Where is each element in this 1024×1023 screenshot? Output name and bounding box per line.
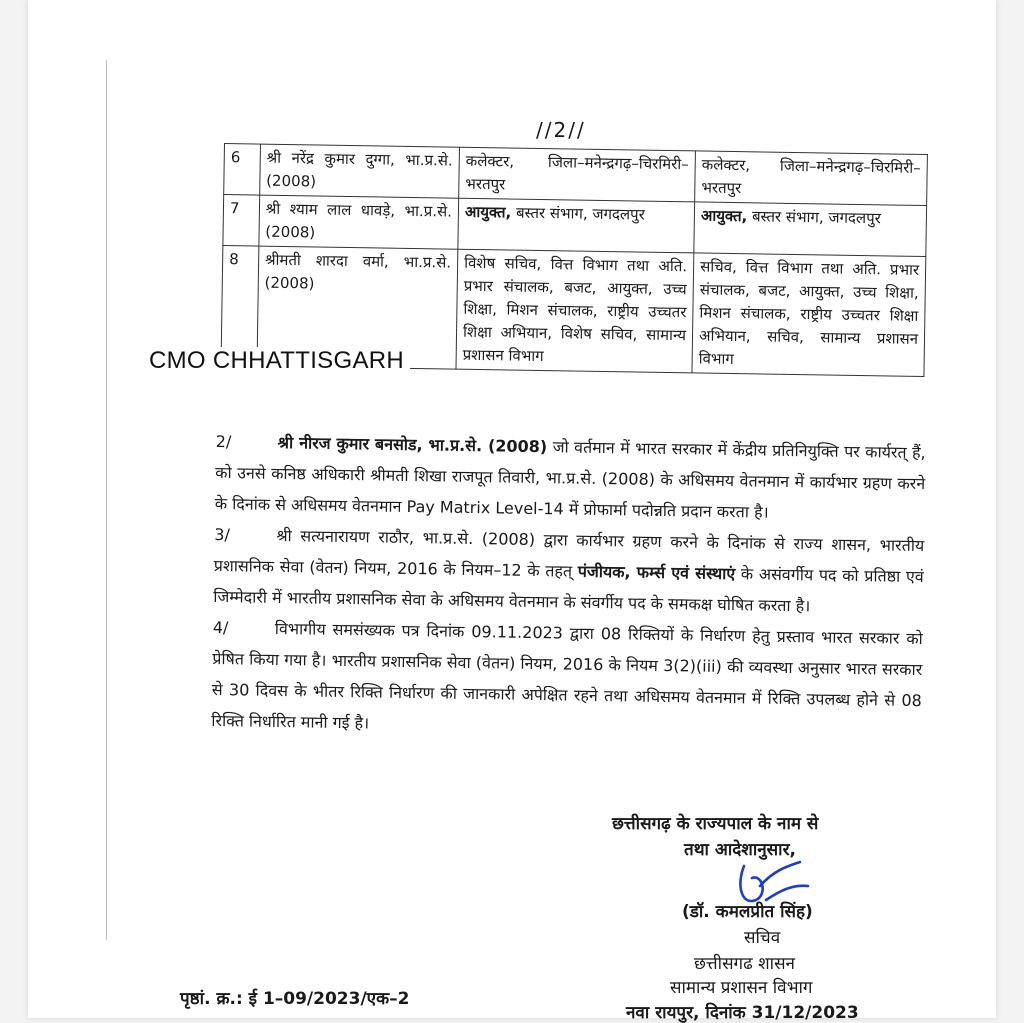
current-posting: कलेक्टर, जिला–मनेन्द्रगढ़–चिरमिरी–भरतपुर <box>459 147 696 202</box>
place-and-date: नवा रायपुर, दिनांक 31/12/2023 <box>626 1003 859 1023</box>
current-posting: विशेष सचिव, वित्त विभाग तथा अति. प्रभार संचालक, बजट, आयुक्त, उच्च शिक्षा, मिशन संचालक, राष्ट्रीय उच्चतर शिक्षा अभियान, विशेष सचिव, सामान्य प्रशासन विभाग <box>456 249 694 373</box>
posting-table <box>220 143 927 377</box>
current-posting <box>458 198 695 253</box>
officer-name: श्री नरेंद्र कुमार दुग्गा, भा.प्र.से. (2008) <box>259 144 459 198</box>
signatory-name: (डॉ. कमलप्रीत सिंह) <box>682 902 813 922</box>
order-body <box>211 426 926 747</box>
serial-number: 8 <box>221 245 259 366</box>
new-posting: कलेक्टर, जिला–मनेन्द्रगढ़–चिरमिरी–भरतपुर <box>695 151 928 206</box>
posting-location: बस्तर संभाग, जगदलपुर <box>747 207 881 228</box>
officer-name-bold: श्री नीरज कुमार बनसोड, भा.प्र.से. (2008) <box>277 432 548 457</box>
serial-number: 7 <box>223 195 260 247</box>
posting-title: आयुक्त, <box>700 206 748 226</box>
paragraph-number: 3/ <box>214 524 231 545</box>
watermark-text: CMO CHHATTISGARH <box>143 347 410 375</box>
endorsement-number: पृष्ठां. क्र.: ई 1–09/2023/एक–2 <box>180 989 410 1009</box>
new-posting <box>694 202 927 257</box>
order-authority-line: छत्तीसगढ़ के राज्यपाल के नाम से <box>612 814 819 834</box>
paragraph-2 <box>215 426 926 530</box>
officer-name: श्री श्याम लाल धावड़े, भा.प्र.से. (2008) <box>259 195 459 249</box>
officer-name: श्रीमती शारदा वर्मा, भा.प्र.से. (2008) <box>257 246 458 369</box>
posting-location: बस्तर संभाग, जगदलपुर <box>511 203 645 224</box>
margin-line <box>106 60 107 940</box>
post-name-bold: पंजीयक, फर्म्स एवं संस्थाएं <box>577 561 736 584</box>
paragraph-text: विभागीय समसंख्यक पत्र दिनांक 09.11.2023 द्वारा 08 रिक्तियों के निर्धारण हेतु प्रस्ताव भारत सरकार को प्रेषित किया गया है। भारतीय प्रशासनिक सेवा (वेतन) नियम, 2016 के नियम 3(2)(iii) की व्यवस्था अनुसार भारत सरकार से 30 दिवस के भीतर रिक्ति निर्धारण की जानकारी अपेक्षित रहने तथा अधिसमय वेतनमान में रिक्ति उपलब्ध होने से 08 रिक्ति निर्धारित मानी गई है। <box>211 618 923 733</box>
paragraph-text: जो वर्तमान में भारत सरकार में केंद्रीय प्रतिनियुक्ति पर कार्यरत् हैं, को उनसे कनिष्ठ अधिकारी श्रीमती शिखा राजपूत तिवारी, भा.प्र.से. (2008) के अधिसमय वेतनमान में कार्यभार ग्रहण करने के दिनांक से अधिसमय वेतनमान Pay Matrix Level-14 में प्रोफार्मा पदोन्नति प्रदान करता है। <box>214 437 926 522</box>
serial-number: 6 <box>224 144 261 196</box>
posting-title: आयुक्त, <box>464 202 512 222</box>
paragraph-text: के असंवर्गीय पद को प्रतिष्ठा एवं जिम्मेदारी में भारतीय प्रशासनिक सेवा के अधिसमय वेतनमान के संवर्गीय पद के समकक्ष घोषित करता है। <box>213 564 924 616</box>
paragraph-number: 4/ <box>212 617 229 638</box>
paragraph-3 <box>213 519 924 623</box>
paragraph-number: 2/ <box>215 431 232 452</box>
paragraph-text: श्री सत्यनारायण राठौर, भा.प्र.से. (2008) द्वारा कार्यभार ग्रहण करने के दिनांक से राज्य शासन, भारतीय प्रशासनिक सेवा (वेतन) नियम, 2016 के नियम–12 के तहत् <box>213 525 925 581</box>
page-number-marker: //2// <box>536 118 586 142</box>
new-posting: सचिव, वित्त विभाग तथा अति. प्रभार संचालक, बजट, आयुक्त, उच्च शिक्षा, मिशन संचालक, राष्ट्रीय उच्चतर शिक्षा अभियान, सचिव, सामान्य प्रशासन विभाग <box>692 253 926 377</box>
document-page <box>28 0 996 1018</box>
order-authority-line-2: तथा आदेशानुसार, <box>684 840 796 860</box>
signatory-department: सामान्य प्रशासन विभाग <box>670 978 813 998</box>
signatory-designation: सचिव <box>744 928 781 948</box>
paragraph-4 <box>211 612 923 747</box>
signatory-government: छत्तीसगढ शासन <box>694 954 795 974</box>
